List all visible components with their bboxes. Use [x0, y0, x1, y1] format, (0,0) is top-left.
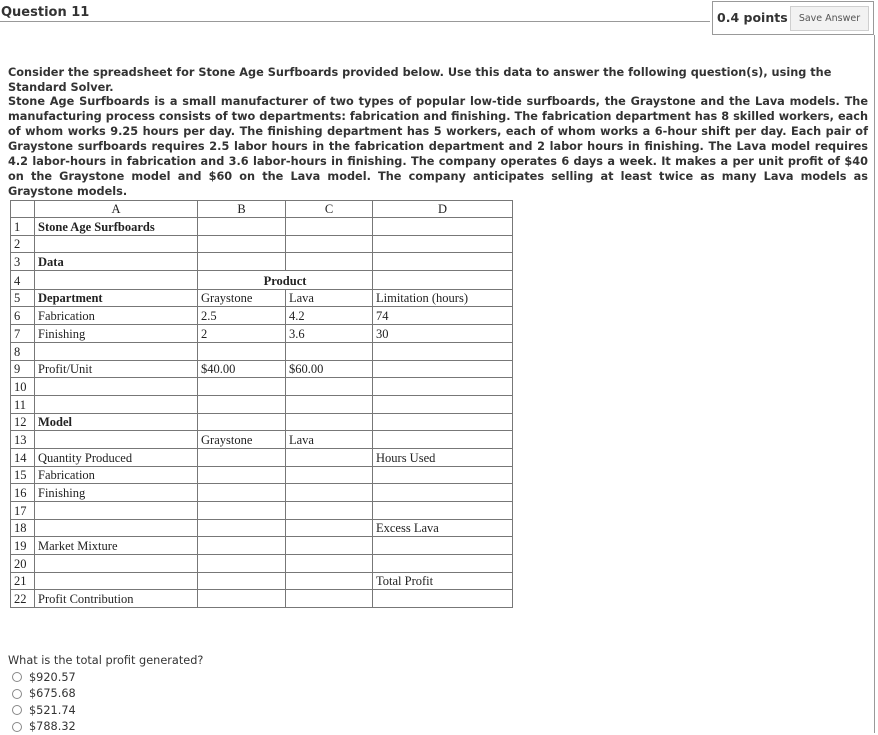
row-number: 10 — [11, 378, 35, 396]
answer-option[interactable] — [12, 686, 76, 703]
cell-c12 — [286, 413, 373, 431]
sheet-row-22 — [11, 590, 513, 608]
question-prompt: What is the total profit generated? — [8, 654, 203, 667]
cell-b7: 2 — [198, 325, 286, 343]
cell-a10 — [35, 378, 198, 396]
sheet-row-11 — [11, 395, 513, 413]
cell-d17 — [373, 502, 513, 520]
cell-c19 — [286, 537, 373, 555]
cell-c17 — [286, 502, 373, 520]
row-number: 7 — [11, 325, 35, 343]
row-number: 16 — [11, 484, 35, 502]
cell-b17 — [198, 502, 286, 520]
cell-c22 — [286, 590, 373, 608]
question-frame-border — [874, 35, 875, 733]
cell-a11 — [35, 395, 198, 413]
row-number: 4 — [11, 271, 35, 290]
cell-d4 — [373, 271, 513, 290]
row-number: 9 — [11, 360, 35, 378]
cell-d18: Excess Lava — [373, 519, 513, 537]
answer-option[interactable] — [12, 702, 76, 719]
cell-d22 — [373, 590, 513, 608]
spreadsheet-table — [10, 200, 513, 608]
cell-d3 — [373, 253, 513, 271]
sheet-row-20 — [11, 555, 513, 573]
cell-b8 — [198, 342, 286, 360]
cell-a5: Department — [35, 289, 198, 307]
cell-d13 — [373, 431, 513, 449]
corner-cell — [11, 201, 35, 218]
column-header-d: D — [373, 201, 513, 218]
cell-c9: $60.00 — [286, 360, 373, 378]
cell-b2 — [198, 235, 286, 253]
row-number: 8 — [11, 342, 35, 360]
cell-c15 — [286, 466, 373, 484]
radio-button-icon[interactable] — [12, 672, 22, 682]
sheet-row-1 — [11, 218, 513, 236]
cell-a13 — [35, 431, 198, 449]
title-divider — [0, 21, 710, 22]
cell-d9 — [373, 360, 513, 378]
row-number: 1 — [11, 218, 35, 236]
cell-d1 — [373, 218, 513, 236]
column-header-b: B — [198, 201, 286, 218]
cell-d15 — [373, 466, 513, 484]
cell-c3 — [286, 253, 373, 271]
cell-d19 — [373, 537, 513, 555]
sheet-row-16 — [11, 484, 513, 502]
cell-a12: Model — [35, 413, 198, 431]
cell-c11 — [286, 395, 373, 413]
problem-text: Stone Age Surfboards is a small manufacturer of two types of popular low-tide surfboards, the Graystone and the Lava models. The manufacturing process consists of two departments: fabrication and finishing. The fabrication department has 8 skilled workers, each of whom works 9.25 hours per day. The finishing department has 5 workers, each of whom works a 6-hour shift per day. Each pair of Graystone surfboards requires 2.5 labor hours in the fabrication department and 2 labor hours in finishing. The Lava model requires 4.2 labor-hours in fabrication and 3.6 labor-hours in finishing. The company operates 6 days a week. It makes a per unit profit of $40 on the Graystone model and $60 on the Lava model. The company anticipates selling at least twice as many Lava models as Graystone models. — [8, 94, 868, 199]
cell-c10 — [286, 378, 373, 396]
cell-c5: Lava — [286, 289, 373, 307]
row-number: 18 — [11, 519, 35, 537]
radio-button-icon[interactable] — [12, 722, 22, 732]
cell-b20 — [198, 555, 286, 573]
column-header-c: C — [286, 201, 373, 218]
cell-d2 — [373, 235, 513, 253]
sheet-row-18 — [11, 519, 513, 537]
cell-a21 — [35, 572, 198, 590]
row-number: 17 — [11, 502, 35, 520]
cell-a19: Market Mixture — [35, 537, 198, 555]
cell-c2 — [286, 235, 373, 253]
cell-b15 — [198, 466, 286, 484]
sheet-row-7 — [11, 325, 513, 343]
cell-c7: 3.6 — [286, 325, 373, 343]
cell-a16: Finishing — [35, 484, 198, 502]
sheet-row-5 — [11, 289, 513, 307]
save-answer-button[interactable]: Save Answer — [790, 6, 869, 31]
sheet-row-9 — [11, 360, 513, 378]
answer-option-label[interactable]: $920.57 — [29, 671, 76, 684]
column-header-row — [11, 201, 513, 218]
cell-d7: 30 — [373, 325, 513, 343]
row-number: 11 — [11, 395, 35, 413]
sheet-row-15 — [11, 466, 513, 484]
points-label: 0.4 points — [717, 10, 788, 25]
cell-b11 — [198, 395, 286, 413]
answer-options — [12, 669, 76, 735]
row-number: 20 — [11, 555, 35, 573]
answer-option-label[interactable]: $675.68 — [29, 687, 76, 700]
cell-d10 — [373, 378, 513, 396]
row-number: 5 — [11, 289, 35, 307]
cell-a22: Profit Contribution — [35, 590, 198, 608]
sheet-row-2 — [11, 235, 513, 253]
sheet-row-3 — [11, 253, 513, 271]
row-number: 14 — [11, 448, 35, 466]
cell-b1 — [198, 218, 286, 236]
row-number: 22 — [11, 590, 35, 608]
cell-d20 — [373, 555, 513, 573]
cell-b4-product: Product — [198, 271, 373, 290]
row-number: 19 — [11, 537, 35, 555]
sheet-row-14 — [11, 448, 513, 466]
cell-b14 — [198, 448, 286, 466]
row-number: 21 — [11, 572, 35, 590]
row-number: 6 — [11, 307, 35, 325]
cell-b18 — [198, 519, 286, 537]
cell-a15: Fabrication — [35, 466, 198, 484]
cell-c14 — [286, 448, 373, 466]
cell-a6: Fabrication — [35, 307, 198, 325]
question-title: Question 11 — [1, 5, 89, 20]
row-number: 3 — [11, 253, 35, 271]
cell-b22 — [198, 590, 286, 608]
cell-d8 — [373, 342, 513, 360]
sheet-row-6 — [11, 307, 513, 325]
cell-b10 — [198, 378, 286, 396]
cell-a14: Quantity Produced — [35, 448, 198, 466]
radio-button-icon[interactable] — [12, 705, 22, 715]
cell-b12 — [198, 413, 286, 431]
cell-d5: Limitation (hours) — [373, 289, 513, 307]
sheet-row-21 — [11, 572, 513, 590]
cell-c1 — [286, 218, 373, 236]
cell-d14: Hours Used — [373, 448, 513, 466]
sheet-row-12 — [11, 413, 513, 431]
cell-d12 — [373, 413, 513, 431]
row-number: 15 — [11, 466, 35, 484]
sheet-row-10 — [11, 378, 513, 396]
cell-b19 — [198, 537, 286, 555]
cell-b6: 2.5 — [198, 307, 286, 325]
cell-a17 — [35, 502, 198, 520]
cell-d16 — [373, 484, 513, 502]
cell-a20 — [35, 555, 198, 573]
cell-a1: Stone Age Surfboards — [35, 218, 198, 236]
cell-d21: Total Profit — [373, 572, 513, 590]
cell-d6: 74 — [373, 307, 513, 325]
cell-b13: Graystone — [198, 431, 286, 449]
cell-b3 — [198, 253, 286, 271]
cell-b9: $40.00 — [198, 360, 286, 378]
sheet-row-13 — [11, 431, 513, 449]
row-number: 2 — [11, 235, 35, 253]
radio-button-icon[interactable] — [12, 689, 22, 699]
answer-option-label[interactable]: $521.74 — [29, 704, 76, 717]
sheet-row-4 — [11, 271, 513, 290]
cell-a7: Finishing — [35, 325, 198, 343]
answer-option[interactable] — [12, 669, 76, 686]
cell-a2 — [35, 235, 198, 253]
cell-c6: 4.2 — [286, 307, 373, 325]
cell-a18 — [35, 519, 198, 537]
cell-b16 — [198, 484, 286, 502]
cell-a8 — [35, 342, 198, 360]
sheet-row-19 — [11, 537, 513, 555]
cell-a9: Profit/Unit — [35, 360, 198, 378]
cell-c21 — [286, 572, 373, 590]
cell-c18 — [286, 519, 373, 537]
answer-option-label[interactable]: $788.32 — [29, 720, 76, 733]
row-number: 13 — [11, 431, 35, 449]
cell-d11 — [373, 395, 513, 413]
row-number: 12 — [11, 413, 35, 431]
intro-text: Consider the spreadsheet for Stone Age Surfboards provided below. Use this data to answer the following question(s), using the Standard Solver. — [8, 65, 868, 95]
sheet-row-8 — [11, 342, 513, 360]
cell-c16 — [286, 484, 373, 502]
points-box — [712, 1, 874, 35]
cell-c13: Lava — [286, 431, 373, 449]
cell-c20 — [286, 555, 373, 573]
cell-a4 — [35, 271, 198, 290]
sheet-row-17 — [11, 502, 513, 520]
cell-b5: Graystone — [198, 289, 286, 307]
column-header-a: A — [35, 201, 198, 218]
cell-a3: Data — [35, 253, 198, 271]
cell-b21 — [198, 572, 286, 590]
cell-c8 — [286, 342, 373, 360]
